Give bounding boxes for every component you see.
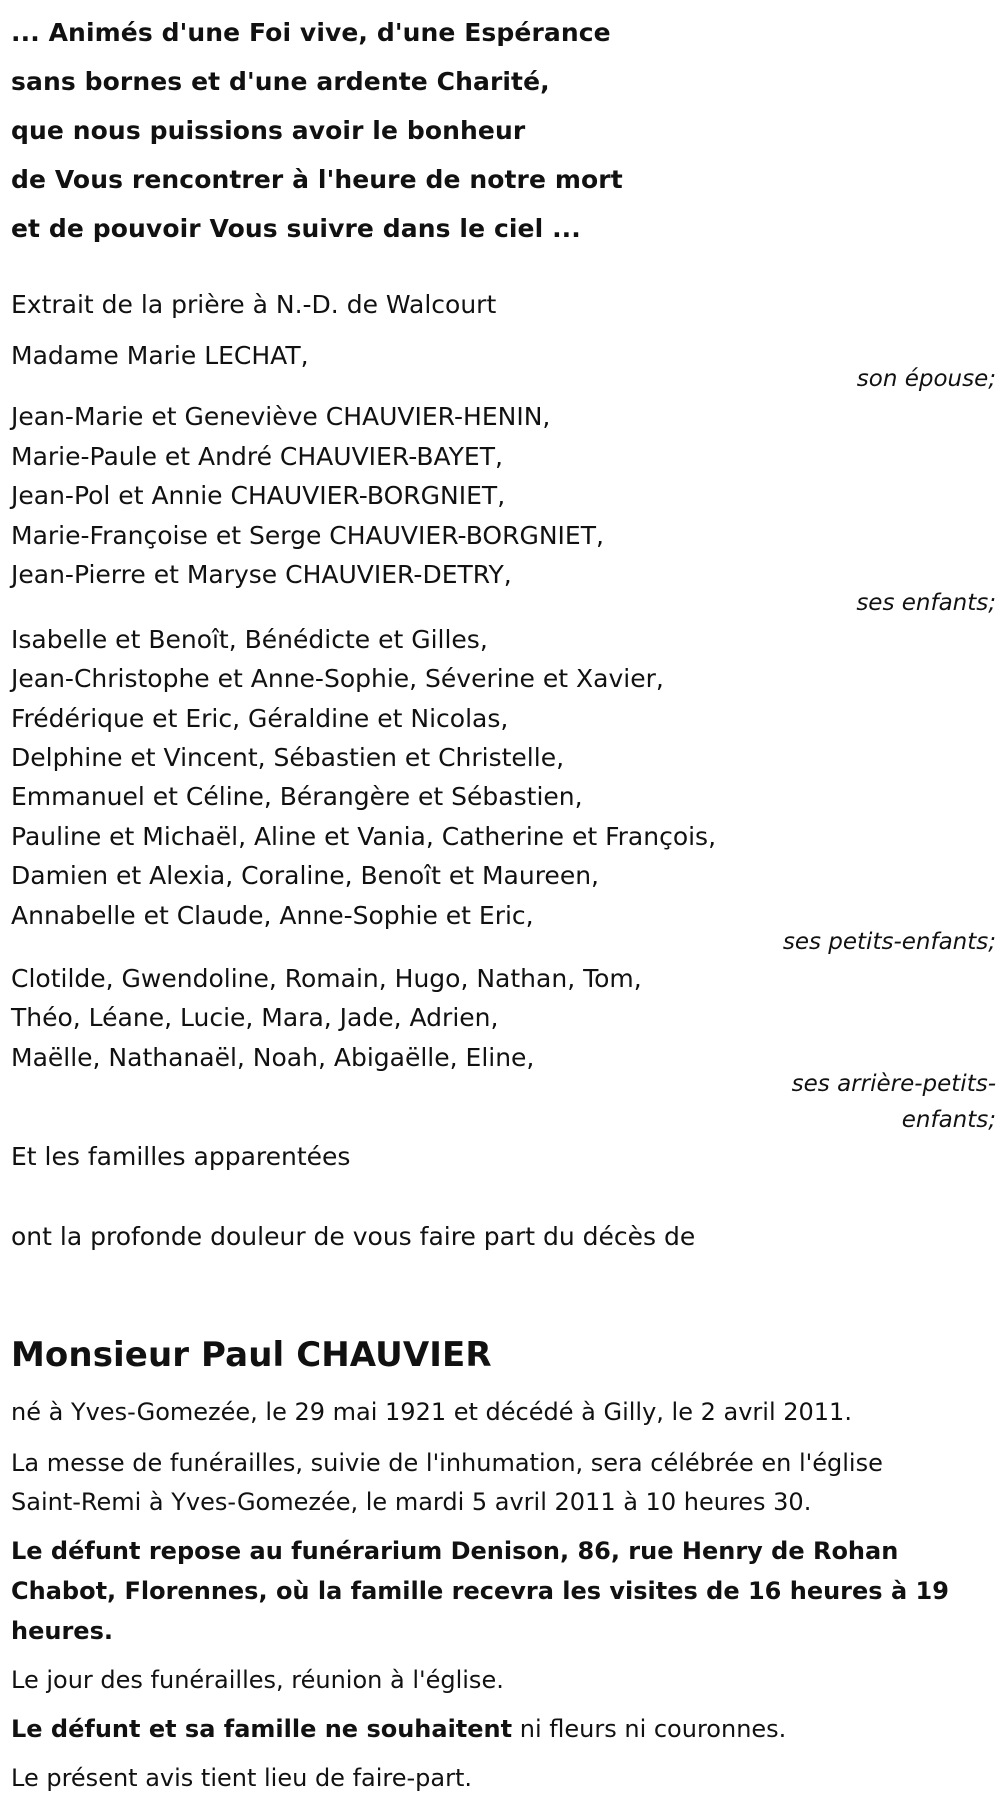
child-line: Marie-Françoise et Serge CHAUVIER-BORGNIET, (11, 521, 604, 550)
flower-request (11, 1709, 986, 1749)
child-line: Jean-Pierre et Maryse CHAUVIER-DETRY, (11, 560, 512, 589)
grandchild-line: Jean-Christophe et Anne-Sophie, Séverine et Xavier, (11, 664, 664, 693)
notice-statement: Le présent avis tient lieu de faire-part. (11, 1764, 473, 1792)
great-grandchild-line: Maëlle, Nathanaël, Noah, Abigaëlle, Eline, (11, 1043, 535, 1072)
funeral-mass-line-1: La messe de funérailles, suivie de l'inhumation, sera célébrée en l'église (11, 1449, 883, 1477)
child-line: Jean-Marie et Geneviève CHAUVIER-HENIN, (11, 402, 551, 431)
prayer-line: de Vous rencontrer à l'heure de notre mort (11, 165, 623, 194)
prayer-line: ... Animés d'une Foi vive, d'une Espérance (11, 18, 611, 47)
grandchild-line: Isabelle et Benoît, Bénédicte et Gilles, (11, 625, 488, 654)
spouse-name: Madame Marie LECHAT, (11, 341, 309, 370)
grandchild-line: Emmanuel et Céline, Bérangère et Sébastien, (11, 782, 583, 811)
death-announcement: ont la profonde douleur de vous faire part du décès de (11, 1222, 696, 1251)
grandchild-line: Annabelle et Claude, Anne-Sophie et Eric, (11, 901, 534, 930)
great-grandchild-line: Théo, Léane, Lucie, Mara, Jade, Adrien, (11, 1003, 499, 1032)
grandchild-line: Damien et Alexia, Coraline, Benoît et Maureen, (11, 861, 599, 890)
grandchild-line: Pauline et Michaël, Aline et Vania, Catherine et François, (11, 822, 717, 851)
funeral-meeting-details: Le jour des funérailles, réunion à l'église. (11, 1666, 504, 1694)
child-line: Jean-Pol et Annie CHAUVIER-BORGNIET, (11, 481, 506, 510)
prayer-line: et de pouvoir Vous suivre dans le ciel ... (11, 214, 581, 243)
birth-death-details: né à Yves-Gomezée, le 29 mai 1921 et décédé à Gilly, le 2 avril 2011. (11, 1398, 852, 1426)
great-grandchildren-relation-line-1: ses arrière-petits- (791, 1071, 996, 1097)
flower-request-regular: ni fleurs ni couronnes. (512, 1715, 787, 1743)
children-relation: ses enfants; (856, 590, 996, 616)
grandchild-line: Delphine et Vincent, Sébastien et Christelle, (11, 743, 565, 772)
child-line: Marie-Paule et André CHAUVIER-BAYET, (11, 442, 503, 471)
visitation-details: Le défunt repose au funérarium Denison, 86, rue Henry de Rohan Chabot, Florennes, où la famille recevra les visites de 16 heures à 19 heures. (11, 1537, 949, 1645)
deceased-name: Monsieur Paul CHAUVIER (11, 1334, 492, 1375)
prayer-excerpt (11, 8, 711, 253)
flower-request-bold: Le défunt et sa famille ne souhaitent (11, 1715, 513, 1743)
related-families: Et les familles apparentées (11, 1142, 351, 1171)
grandchild-line: Frédérique et Eric, Géraldine et Nicolas, (11, 704, 509, 733)
great-grandchild-line: Clotilde, Gwendoline, Romain, Hugo, Nathan, Tom, (11, 964, 642, 993)
grandchildren-relation: ses petits-enfants; (782, 929, 996, 955)
prayer-line: que nous puissions avoir le bonheur (11, 116, 526, 145)
great-grandchildren-relation-line-2: enfants; (901, 1107, 996, 1133)
prayer-line: sans bornes et d'une ardente Charité, (11, 67, 550, 96)
spouse-relation: son épouse; (856, 366, 996, 392)
prayer-source: Extrait de la prière à N.-D. de Walcourt (11, 290, 497, 319)
funeral-mass-line-2: Saint-Remi à Yves-Gomezée, le mardi 5 avril 2011 à 10 heures 30. (11, 1488, 812, 1516)
